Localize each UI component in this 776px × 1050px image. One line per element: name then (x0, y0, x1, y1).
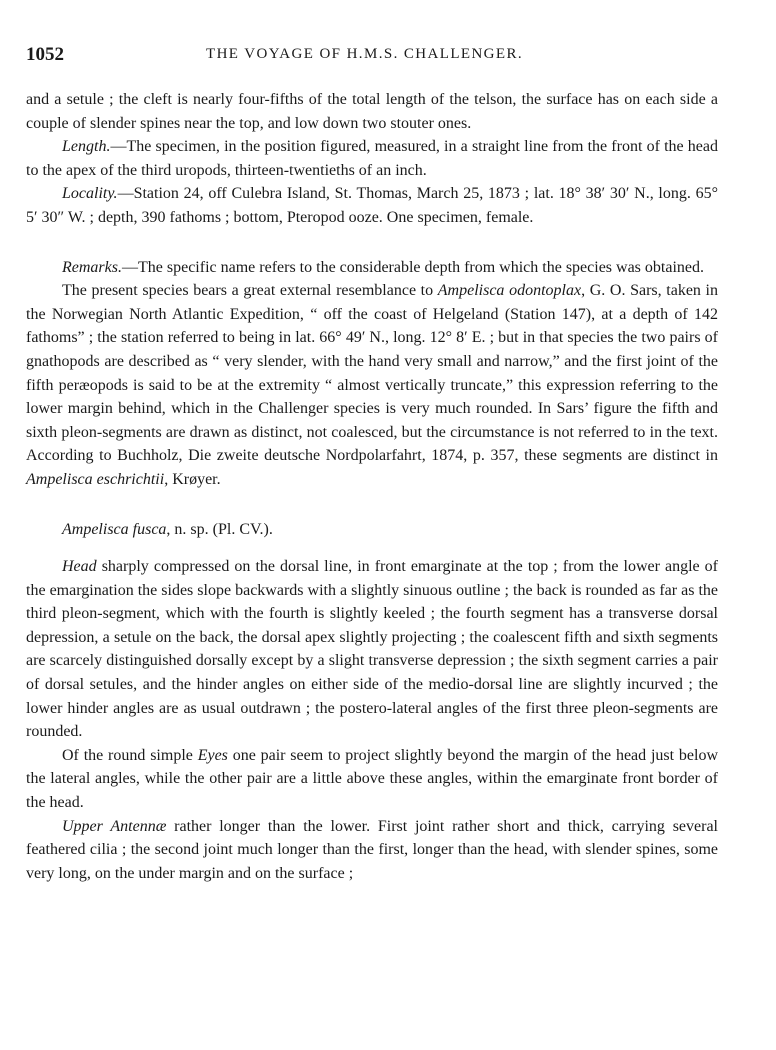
paragraph-upper-antennae (26, 815, 718, 886)
running-title: THE VOYAGE OF H.M.S. CHALLENGER. (206, 46, 524, 62)
paragraph-text: —The specimen, in the position figured, measured, in a straight line from the front of the head to the apex of the third uropods, thirteen-twentieths of an inch. (26, 138, 718, 179)
running-header (26, 44, 762, 68)
section-label-length: Length. (62, 138, 111, 156)
section-label-upper-antennae: Upper Antennæ (62, 817, 167, 835)
page-number: 1052 (26, 44, 64, 65)
paragraph-text: , G. O. Sars, taken in the Norwegian North Atlantic Expedition, “ off the coast of Helgeland (Station 147), at a depth of 142 fathoms” ; the station referred to being in lat. 66° 49′ N., long. 12° 8′ E. ; but in that species the two pairs of gnathopods are described as “ very slender, with the hand very small and narrow,” and the first joint of the fifth peræopods is said to be at the extremity “ almost vertically truncate,” this expression referring to the lower margin behind, which in the Challenger species is very much rounded. In Sars’ figure the fifth and sixth pleon-segments are drawn as distinct, not coalesced, but the circumstance is not referred to in the text. According to Buchholz, Die zweite deutsche Nordpolarfahrt, 1874, p. 357, these segments are distinct in (26, 282, 719, 465)
paragraph-text: and a setule ; the cleft is nearly four-fifths of the total length of the telson, the surface has on each side a couple of slender spines near the top, and low down two stouter ones. (26, 91, 718, 132)
paragraph-length (26, 135, 718, 182)
paragraph-remarks (26, 256, 718, 280)
paragraph-text: one pair seem to project slightly beyond the margin of the head just below the lateral angles, while the other pair are a little above these angles, within the emarginate front border of the head. (26, 746, 719, 812)
species-name: Ampelisca odontoplax (437, 282, 582, 300)
section-label-locality: Locality. (62, 185, 118, 203)
paragraph-text: rather longer than the lower. First joint rather short and thick, carrying several feathered cilia ; the second joint much longer than the first, longer than the head, with slender spines, some very long, on the under margin and on the surface ; (26, 817, 718, 882)
section-label-head: Head (62, 558, 97, 576)
section-label-eyes: Eyes (197, 746, 228, 764)
paragraph-telson (26, 88, 718, 135)
paragraph-locality (26, 182, 718, 229)
paragraph-text: sharply compressed on the dorsal line, in front emarginate at the top ; from the lower angle of the emargination the sides slope backwards with a slightly sinuous outline ; the back is rounded as far as the third pleon-segment, which with the fourth is slightly keeled ; the fourth segment has a transverse dorsal depression, a setule on the back, the dorsal apex slightly projecting ; the coalescent fifth and sixth segments are scarcely distinguished dorsally except by a slight transverse depression ; the sixth segment carries a pair of dorsal setules, and the hinder angles on either side of the medio-dorsal line are slightly incurved ; the lower hinder angles are as usual outdrawn ; the postero-lateral angles of the first three pleon-segments are rounded. (26, 558, 718, 741)
paragraph-eyes (26, 744, 718, 815)
paragraph-text: —Station 24, off Culebra Island, St. Thomas, March 25, 1873 ; lat. 18° 38′ 30′ N., long. 65° 5′ 30″ W. ; depth, 390 fathoms ; bottom, Pteropod ooze. One specimen, female. (26, 185, 718, 226)
paragraph-text: , Krøyer. (164, 470, 221, 488)
species-heading-name: Ampelisca fusca (62, 520, 167, 538)
section-label-remarks: Remarks. (62, 258, 122, 276)
species-heading (26, 518, 718, 542)
species-name: Ampelisca eschrichtii (26, 470, 165, 488)
paragraph-text: The present species bears a great external resemblance to (62, 282, 438, 300)
paragraph-text: Of the round simple (62, 746, 198, 764)
species-heading-rest: , n. sp. (Pl. CV.). (166, 520, 273, 538)
paragraph-resemblance (26, 279, 718, 491)
paragraph-head (26, 555, 718, 744)
body-text (26, 88, 718, 885)
paragraph-text: —The specific name refers to the considerable depth from which the species was obtained. (121, 258, 704, 276)
